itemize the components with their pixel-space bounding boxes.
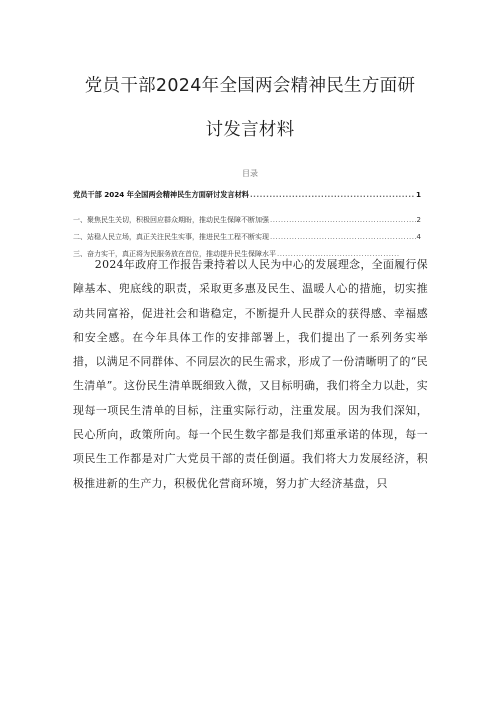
toc-heading: 目录 xyxy=(242,169,258,178)
toc-item-page: 1 xyxy=(415,190,421,199)
toc-item-text: 一、聚焦民生关切，积极回应群众期盼，推动民生保障不断加强 xyxy=(73,216,269,224)
toc-leader-dots xyxy=(250,190,415,200)
toc-item-2[interactable] xyxy=(73,232,421,242)
document-title-line-2: 讨发言材料 xyxy=(205,120,295,140)
body-paragraph: 2024年政府工作报告秉持着以人民为中心的发展理念，全面履行保障基本、兜底线的职责，采取更多惠及民生、温暖人心的措施，切实推动共同富裕，促进社会和谐稳定，不断提升人民群众的获得感、幸福感和安全感。在今年具体工作的安排部署上，我们提出了一系列务实举措，以满足不同群体、不同层次的民生需求，形成了一份清晰明了的“民生清单”。这份民生清单既细致入微，又目标明确，我们将全力以赴，实现每一项民生清单的目标，注重实际行动，注重发展。因为我们深知，民心所向，政策所向。每一个民生数字都是我们郑重承诺的体现，每一项民生工作都是对广大党员干部的责任倒逼。我们将大力发展经济，积极推进新的生产力，积极优化营商环境，努力扩大经济基盘，只 xyxy=(73,258,428,490)
toc-item-page: 2 xyxy=(416,216,421,224)
toc-item-text: 三、奋力实干，真正将为民服务放在首位，推动提升民生保障水平 xyxy=(73,250,276,258)
toc-leader-dots xyxy=(270,232,416,242)
toc-item-page: 4 xyxy=(416,233,421,241)
document-title-line-1: 党员干部2024年全国两会精神民生方面研 xyxy=(84,76,416,96)
toc-item-text: 党员干部 2024 年全国两会精神民生方面研讨发言材料 xyxy=(73,190,249,199)
toc-item-1[interactable] xyxy=(73,215,421,225)
toc-item-main[interactable] xyxy=(73,190,421,200)
toc-leader-dots xyxy=(270,215,416,225)
toc-item-text: 二、站稳人民立场，真正关注民生实事，推进民生工程不断实现 xyxy=(73,233,269,241)
